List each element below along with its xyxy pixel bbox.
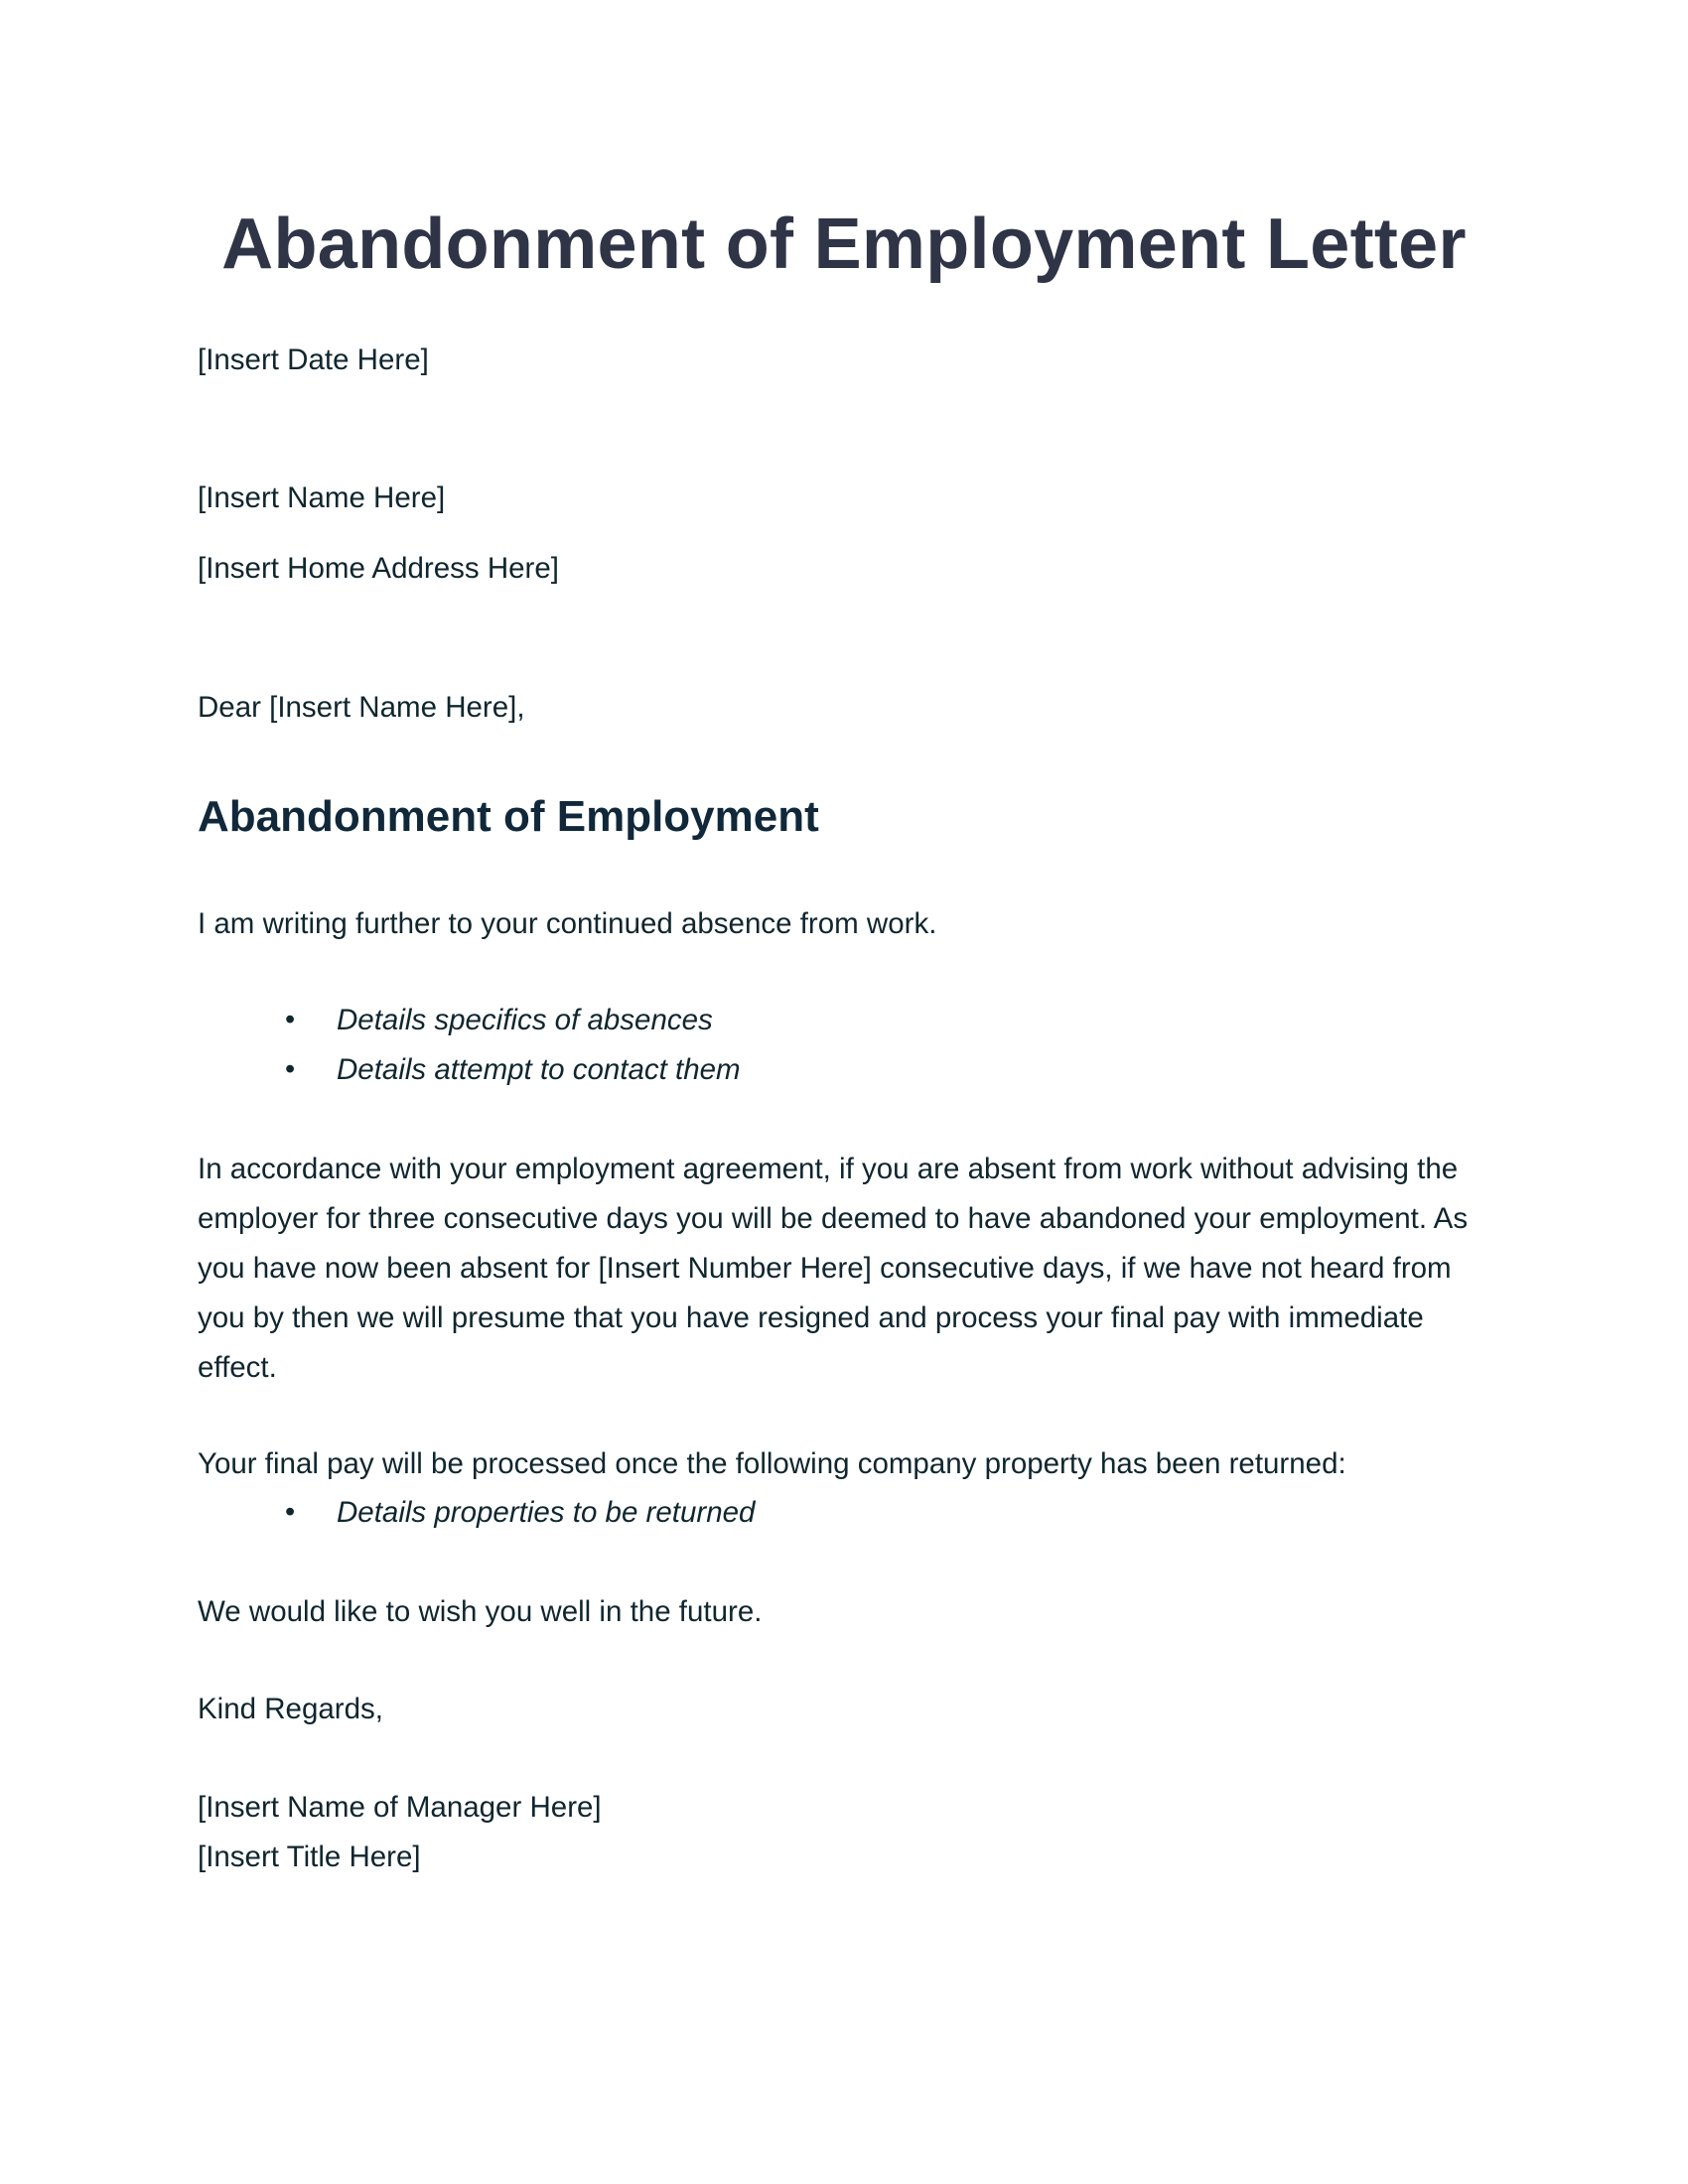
list-item-text: Details properties to be returned: [337, 1496, 756, 1529]
section-heading: Abandonment of Employment: [198, 792, 819, 841]
paragraph-line: you by then we will presume that you have resigned and process your final pay with immediate: [198, 1301, 1424, 1334]
closing-wish: We would like to wish you well in the future.: [198, 1595, 763, 1628]
recipient-name: [Insert Name Here]: [198, 481, 446, 514]
paragraph-line: you have now been absent for [Insert Number Here] consecutive days, if we have not heard from: [198, 1252, 1452, 1285]
paragraph-line: In accordance with your employment agreement, if you are absent from work without advising the: [198, 1153, 1459, 1185]
sign-off: Kind Regards,: [198, 1693, 383, 1725]
policy-paragraph: [198, 1145, 1488, 1393]
bullet-icon: •: [285, 1053, 296, 1085]
document-title: Abandonment of Employment Letter: [221, 205, 1467, 284]
paragraph-line: effect.: [198, 1351, 277, 1384]
manager-name: [Insert Name of Manager Here]: [198, 1791, 602, 1824]
list-item-text: Details specifics of absences: [337, 1004, 713, 1036]
list-item-text: Details attempt to contact them: [337, 1053, 741, 1086]
intro-paragraph: I am writing further to your continued absence from work.: [198, 907, 937, 940]
date-placeholder: [Insert Date Here]: [198, 343, 429, 376]
recipient-address: [Insert Home Address Here]: [198, 552, 559, 585]
bullet-icon: •: [285, 1496, 296, 1528]
salutation: Dear [Insert Name Here],: [198, 691, 525, 724]
bullet-icon: •: [285, 1004, 296, 1035]
paragraph-line: employer for three consecutive days you will be deemed to have abandoned your employment. As: [198, 1202, 1469, 1235]
final-pay-paragraph: Your final pay will be processed once the following company property has been returned:: [198, 1447, 1346, 1480]
manager-title: [Insert Title Here]: [198, 1841, 421, 1873]
